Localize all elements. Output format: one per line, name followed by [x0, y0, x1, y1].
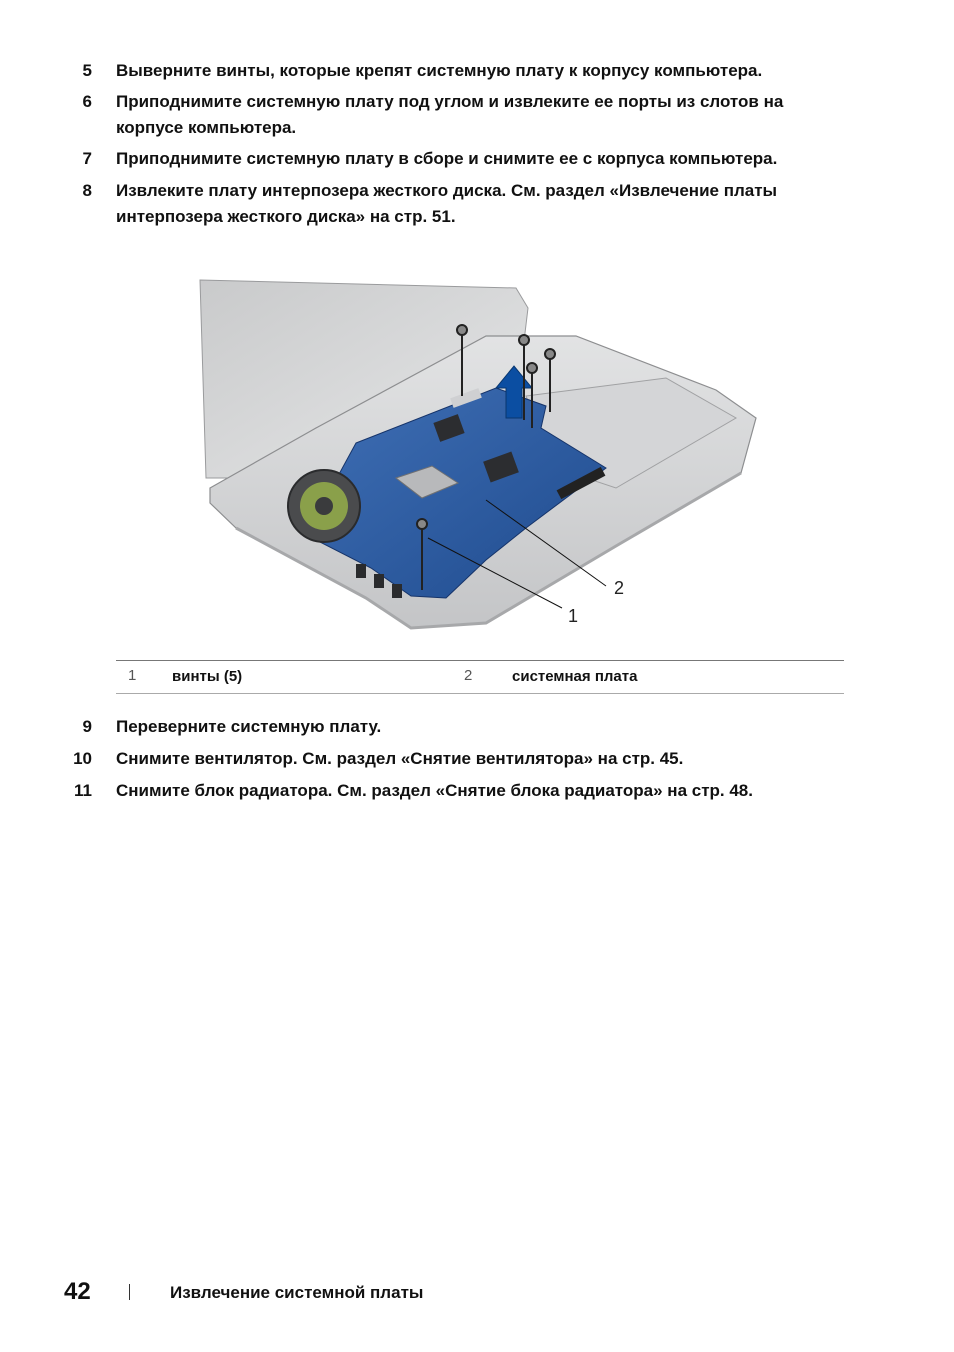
system-board-illustration	[196, 278, 762, 640]
step-text: Снимите блок радиатора. См. раздел «Снятие блока радиатора» на стр. 48.	[116, 781, 753, 800]
page-number: 42	[64, 1278, 91, 1305]
callout-label: винты (5)	[172, 668, 243, 685]
step-number: 9	[82, 717, 92, 736]
step-number: 10	[73, 749, 92, 768]
callout-table	[116, 660, 844, 694]
callout-number: 1	[128, 667, 137, 684]
step-text: Приподнимите системную плату под углом и извлеките ее порты из слотов на корпусе компьютера.	[116, 92, 784, 137]
step-number: 8	[82, 181, 92, 200]
callout-number: 2	[464, 667, 473, 684]
footer-separator	[129, 1284, 130, 1300]
step-text: Приподнимите системную плату в сборе и снимите ее с корпуса компьютера.	[116, 149, 778, 168]
step-text: Переверните системную плату.	[116, 717, 382, 736]
section-title: Извлечение системной платы	[170, 1283, 424, 1302]
callout-label-1: 1	[568, 606, 579, 626]
step-number: 11	[74, 781, 92, 800]
step-number: 6	[82, 92, 92, 111]
callout-label: системная плата	[512, 668, 638, 685]
step-text: Извлеките плату интерпозера жесткого диска. См. раздел «Извлечение платы интерпозера жесткого диска» на стр. 51.	[116, 181, 778, 226]
step-text: Снимите вентилятор. См. раздел «Снятие вентилятора» на стр. 45.	[116, 749, 684, 768]
step-number: 7	[82, 149, 92, 168]
callout-label-2: 2	[614, 578, 625, 598]
step-text: Выверните винты, которые крепят системную плату к корпусу компьютера.	[116, 61, 763, 80]
step-number: 5	[82, 61, 92, 80]
